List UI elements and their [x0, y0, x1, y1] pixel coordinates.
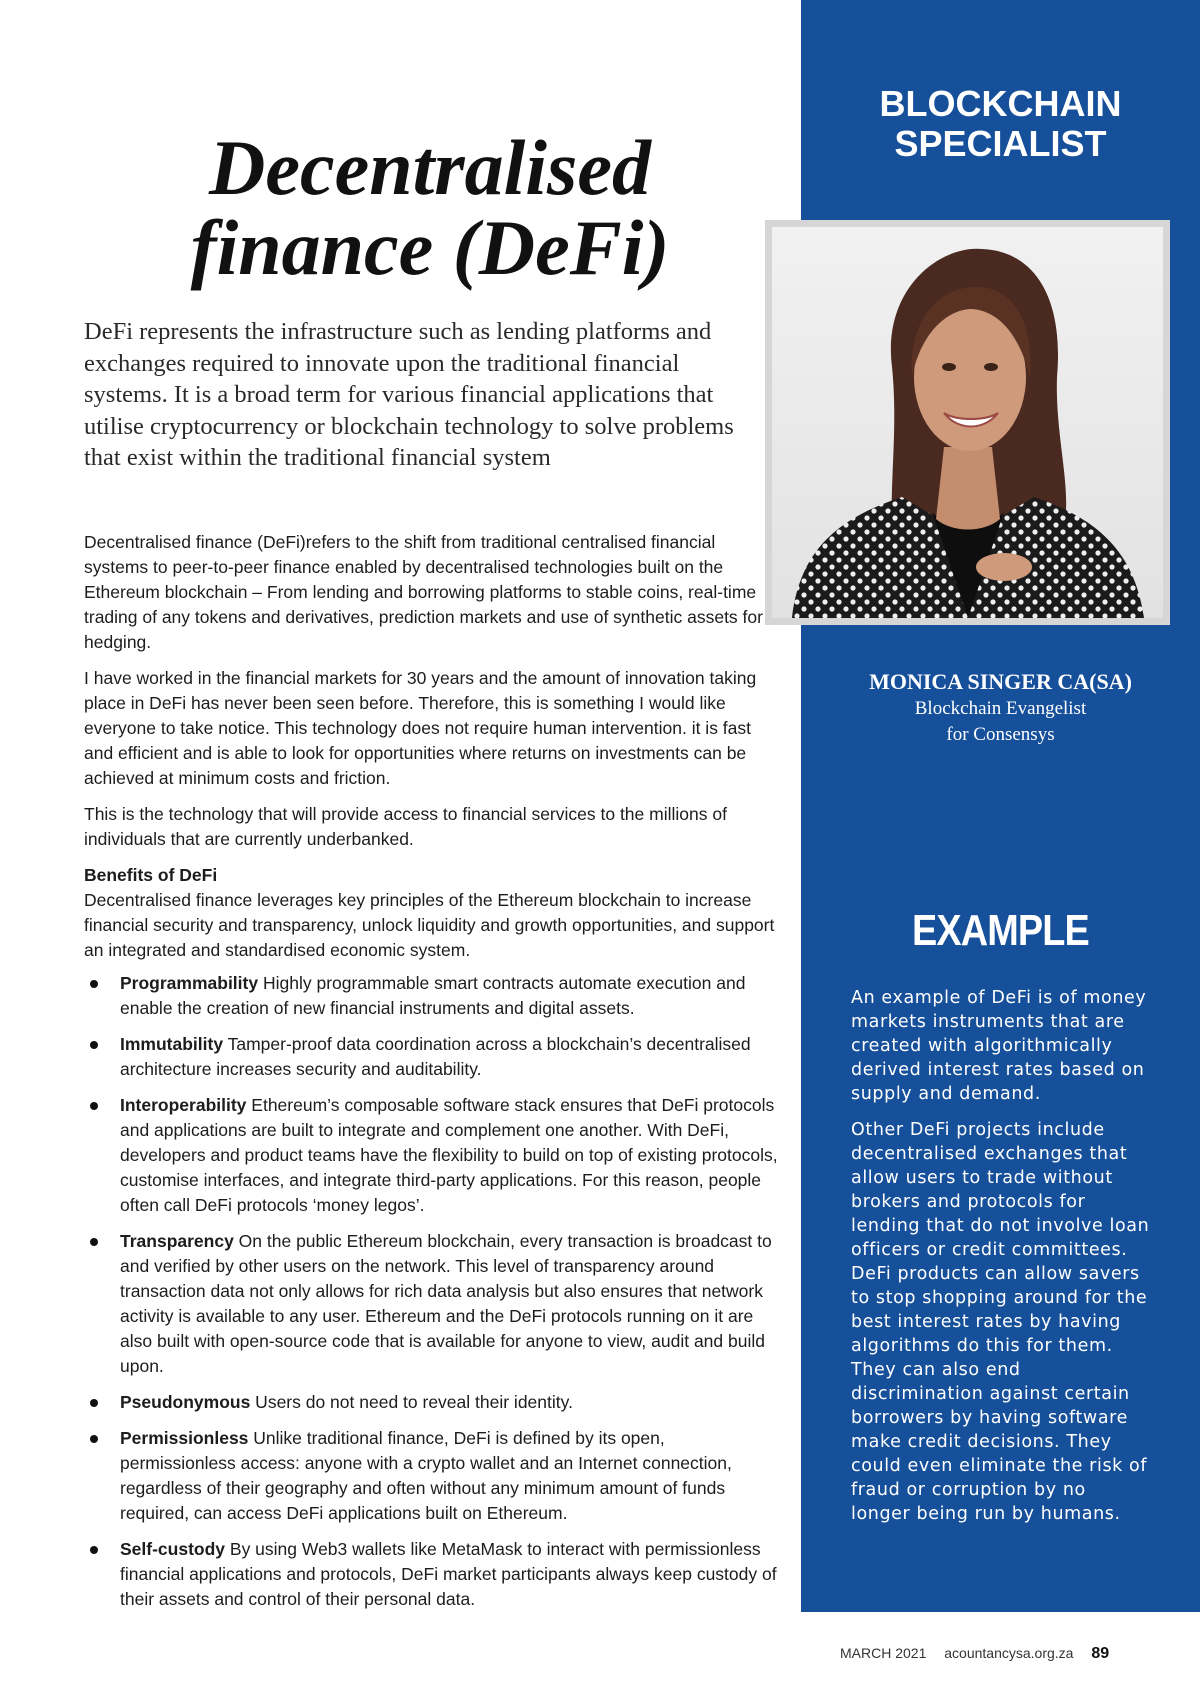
benefits-heading: Benefits of DeFi [84, 865, 218, 885]
benefits-intro: Decentralised finance leverages key principles of the Ethereum blockchain to increase financial security and transparency, unlock liquidity and growth opportunities, and support an integrated and standardised economic system. [84, 890, 775, 960]
sidebar-title [801, 84, 1200, 164]
list-item [84, 971, 784, 1021]
bullet-icon [90, 1041, 98, 1049]
list-item [84, 1032, 784, 1082]
bullet-icon [90, 1399, 98, 1407]
article-body [84, 530, 784, 1623]
list-item [84, 1537, 784, 1612]
sidebar-title-line-1: BLOCKCHAIN [879, 83, 1122, 124]
body-paragraph: Decentralised finance (DeFi)refers to the shift from traditional centralised financial systems to peer-to-peer finance enabled by decentralised technologies built on the Ethereum blockchain – From lending and borrowing platforms to stable coins, real-time trading of any tokens and derivatives, prediction markets and use of synthetic assets for hedging. [84, 532, 763, 652]
article-title-line-1: Decentralised [209, 124, 651, 211]
list-item [84, 1229, 784, 1379]
bullet-icon [90, 980, 98, 988]
article-title-line-2: finance (DeFi) [190, 204, 670, 291]
body-paragraph: I have worked in the financial markets for 30 years and the amount of innovation taking place in DeFi has never been seen before. Therefore, this is something I would like everyone to take notice. This technology does not require human intervention. it is fast and efficient and is able to look for opportunities where returns on investments can be achieved at minimum costs and friction. [84, 668, 757, 788]
page-footer [840, 1645, 1180, 1663]
example-text [851, 986, 1151, 1538]
footer-date: MARCH 2021 [840, 1645, 927, 1661]
person-role-line-2: for Consensys [946, 724, 1055, 745]
list-item [84, 1390, 784, 1415]
bullet-icon [90, 1238, 98, 1246]
benefit-text: Ethereum’s composable software stack ensures that DeFi protocols and applications are built to integrate and complement one another. With DeFi, developers and product teams have the flexibility to build on top of existing protocols, customise interfaces, and integrate third-party applications. For this reason, people often call DeFi protocols ‘money legos’. [120, 1095, 778, 1215]
example-paragraph: An example of DeFi is of money markets instruments that are created with algorithmically derived interest rates based on supply and demand. [851, 988, 1147, 1104]
bullet-icon [90, 1435, 98, 1443]
person-role-line-1: Blockchain Evangelist [914, 698, 1087, 719]
benefit-text: By using Web3 wallets like MetaMask to interact with permissionless financial applications and protocols, DeFi market participants always keep custody of their assets and control of their personal data. [120, 1539, 777, 1609]
benefit-text: Highly programmable smart contracts automate execution and enable the creation of new financial instruments and digital assets. [120, 973, 746, 1018]
benefit-term: Self-custody [120, 1539, 226, 1559]
portrait-photo [772, 227, 1163, 618]
benefit-term: Pseudonymous [120, 1392, 251, 1412]
benefit-term: Permissionless [120, 1428, 249, 1448]
benefit-term: Programmability [120, 973, 259, 993]
benefit-term: Transparency [120, 1231, 234, 1251]
bullet-icon [90, 1546, 98, 1554]
bullet-icon [90, 1102, 98, 1110]
sidebar-title-line-2: SPECIALIST [894, 123, 1107, 164]
list-item [84, 1426, 784, 1526]
benefits-list [84, 971, 784, 1612]
benefit-term: Interoperability [120, 1095, 247, 1115]
page-number: 89 [1091, 1645, 1110, 1662]
article-title [120, 124, 740, 291]
example-heading: EXAMPLE [912, 906, 1089, 955]
body-paragraph: This is the technology that will provide access to financial services to the millions of individuals that are currently underbanked. [84, 804, 727, 849]
article-standfirst: DeFi represents the infrastructure such as lending platforms and exchanges required to innovate upon the traditional financial systems. It is a broad term for various financial applications that utilise cryptocurrency or blockchain technology to solve problems that exist within the traditional financial system [84, 318, 734, 471]
benefit-text: On the public Ethereum blockchain, every transaction is broadcast to and verified by other users on the network. This level of transparency around transaction data not only allows for rich data analysis but also ensures that network activity is available to any user. Ethereum and the DeFi protocols running on it are also built with open-source code that is available for anyone to view, audit and build upon. [120, 1231, 772, 1376]
benefit-term: Immutability [120, 1034, 224, 1054]
benefit-text: Unlike traditional finance, DeFi is defined by its open, permissionless access: anyone with a crypto wallet and an Internet connection, regardless of their geography and often without any minimum amount of funds required, can access DeFi applications built on Ethereum. [120, 1428, 732, 1523]
benefit-text: Users do not need to reveal their identity. [250, 1392, 573, 1412]
footer-website: acountancysa.org.za [944, 1645, 1074, 1661]
benefit-text: Tamper-proof data coordination across a blockchain’s decentralised architecture increases security and auditability. [120, 1034, 751, 1079]
person-name: MONICA SINGER CA(SA) [869, 669, 1132, 694]
person-caption [801, 668, 1200, 748]
example-paragraph: Other DeFi projects include decentralised exchanges that allow users to trade without brokers and protocols for lending that do not involve loan officers or credit committees. DeFi products can allow savers to stop shopping around for the best interest rates by having algorithms do this for them. They can also end discrimination against certain borrowers by having software make credit decisions. They could even eliminate the risk of fraud or corruption by no longer being run by humans. [851, 1120, 1150, 1524]
portrait-frame [765, 220, 1170, 625]
list-item [84, 1093, 784, 1218]
